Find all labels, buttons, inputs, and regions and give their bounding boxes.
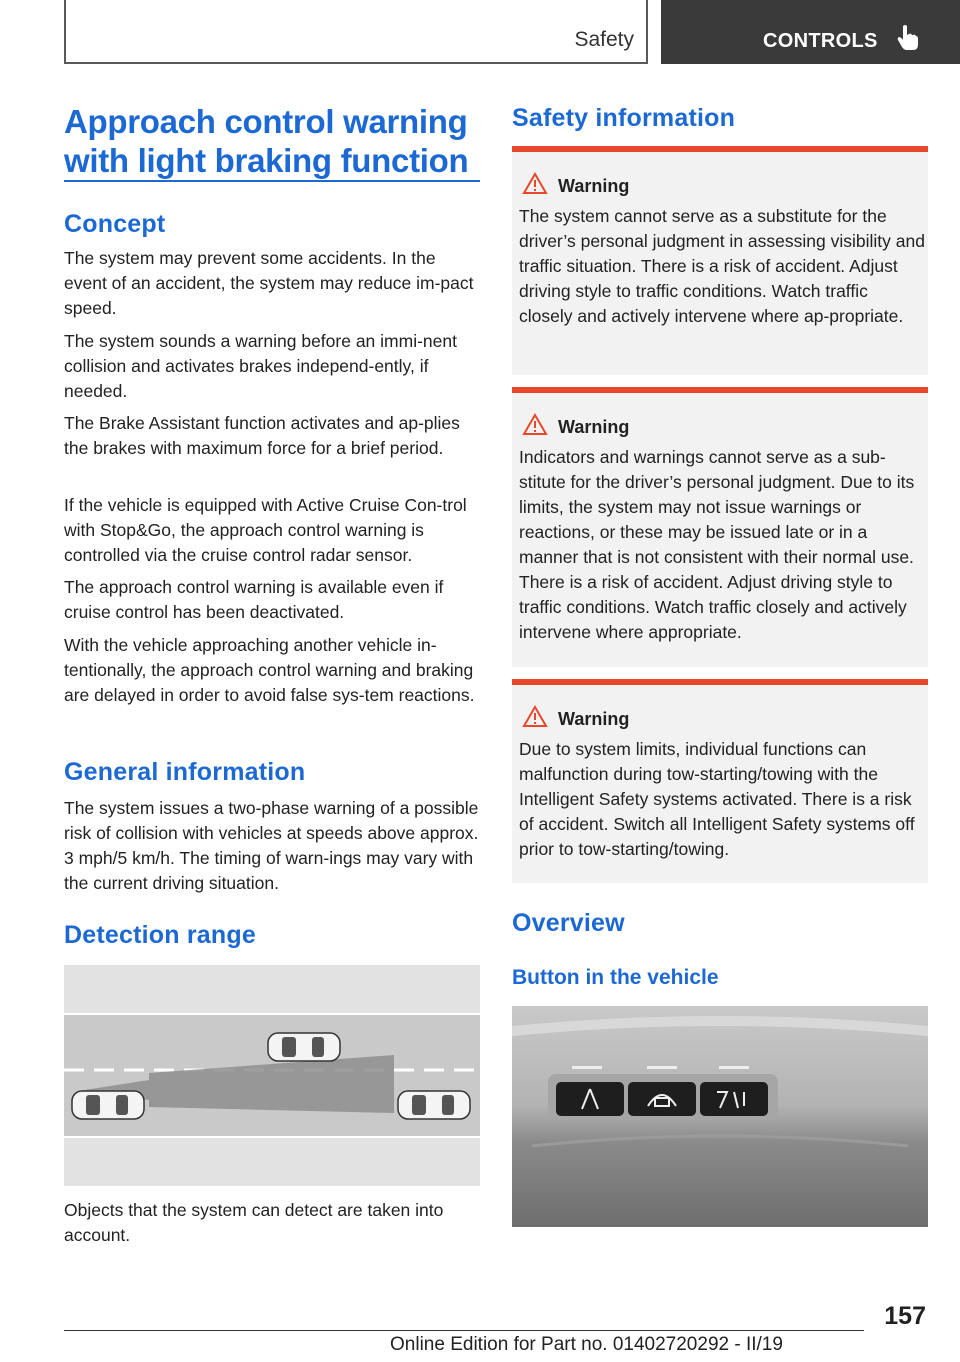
hand-pointer-icon: [895, 24, 921, 57]
general-info-paragraph: The system issues a two-phase warning of a possible risk of collision with vehicles at speeds above approx. 3 mph/5 km/h. The timing of warn-ings may vary with the current driving situation.: [64, 798, 479, 893]
warning-body: Indicators and warnings cannot serve as a sub-stitute for the driver’s personal judgment. Due to its limits, the system may not issue warnings or reactions, or these may be issued late or in a manner that is not consistent with their normal use. There is a risk of accident. Adjust driving style to traffic conditions. Watch traffic closely and actively intervene where appropriate.: [519, 447, 915, 642]
warning-box-3: [512, 679, 928, 883]
concept-heading: Concept: [64, 210, 166, 238]
header-chapter-tab[interactable]: [661, 0, 960, 64]
page-title: [64, 102, 480, 180]
car-icon: [72, 1091, 144, 1119]
detection-range-caption: Objects that the system can detect are taken into account.: [64, 1200, 444, 1245]
safety-information-heading: Safety information: [512, 104, 736, 132]
concept-paragraph-1: The system may prevent some accidents. In the event of an accident, the system may reduce im-pact speed.: [64, 248, 474, 318]
button-panel-photo: [512, 1006, 928, 1227]
header-left-frame: [64, 0, 648, 64]
overview-heading: Overview: [512, 909, 625, 937]
warning-triangle-icon: [522, 705, 548, 733]
warning-title: Warning: [558, 176, 630, 196]
concept-paragraph-2: The system sounds a warning before an immi-nent collision and activates brakes independ-ently, if needed.: [64, 331, 457, 401]
page-title-line2: with light braking function: [64, 142, 469, 179]
warning-triangle-icon: [522, 413, 548, 441]
warning-triangle-icon: [522, 172, 548, 200]
title-divider: [64, 180, 480, 182]
warning-bar: [512, 679, 928, 685]
warning-title: Warning: [558, 417, 630, 437]
general-info-heading: General information: [64, 758, 306, 786]
detection-range-heading: Detection range: [64, 921, 256, 949]
page-number: 157: [884, 1302, 926, 1330]
header-chapter-label: CONTROLS: [763, 30, 878, 52]
edition-line: Online Edition for Part no. 01402720292 - II/19: [390, 1334, 783, 1355]
warning-bar: [512, 387, 928, 393]
concept-paragraph-4: If the vehicle is equipped with Active Cruise Con-trol with Stop&Go, the approach control warning is controlled via the cruise control radar sensor.: [64, 495, 467, 565]
warning-box-1: [512, 146, 928, 375]
warning-bar: [512, 146, 928, 152]
header-section-label: Safety: [574, 28, 634, 51]
page-title-line1: Approach control warning: [64, 103, 468, 140]
footer-divider: [64, 1330, 864, 1331]
warning-box-2: [512, 387, 928, 667]
warning-title: Warning: [558, 709, 630, 729]
car-icon: [398, 1091, 470, 1119]
concept-paragraph-5: The approach control warning is available even if cruise control has been deactivated.: [64, 577, 444, 622]
warning-body: The system cannot serve as a substitute for the driver’s personal judgment in assessing visibility and traffic situation. There is a risk of accident. Adjust driving style to traffic conditions. Watch traffic closely and actively intervene where ap-propriate.: [519, 206, 925, 326]
detection-range-figure: [64, 965, 480, 1186]
car-icon: [268, 1033, 340, 1061]
concept-paragraph-6: With the vehicle approaching another vehicle in-tentionally, the approach control warning and braking are delayed in order to avoid false sys-tem reactions.: [64, 635, 475, 705]
button-in-vehicle-heading: Button in the vehicle: [512, 966, 719, 989]
concept-paragraph-3: The Brake Assistant function activates and ap-plies the brakes with maximum force for a brief period.: [64, 413, 460, 458]
warning-body: Due to system limits, individual functions can malfunction during tow-starting/towing with the Intelligent Safety systems activated. There is a risk of accident. Switch all Intelligent Safety systems off prior to tow-starting/towing.: [519, 739, 915, 859]
